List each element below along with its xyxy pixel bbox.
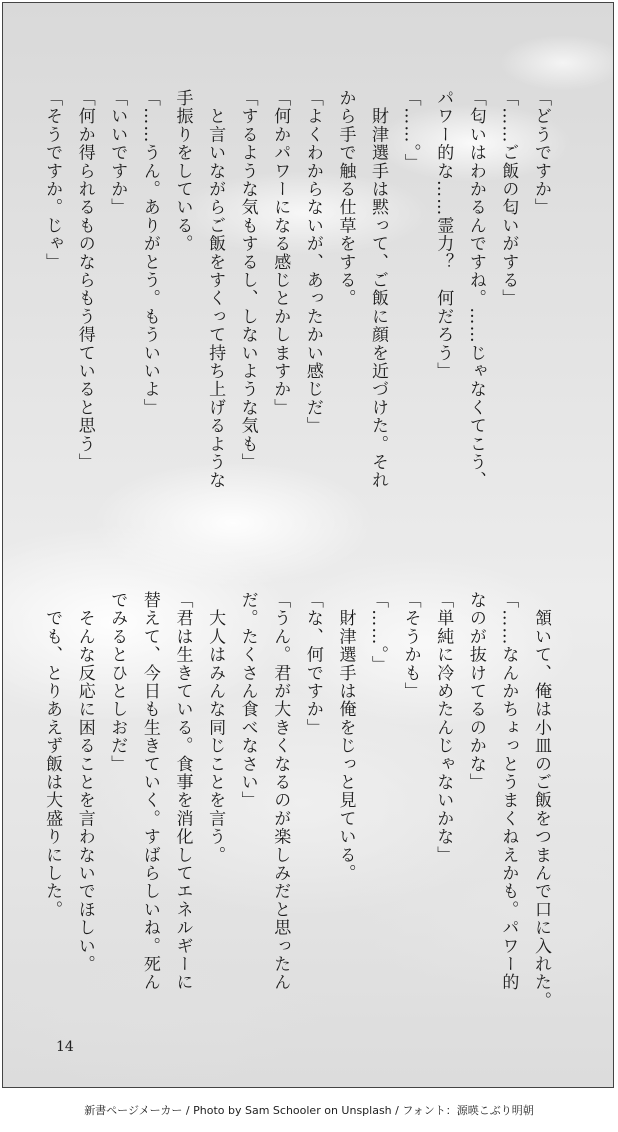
text-line: 「何かパワーになる感じとかしますか」 xyxy=(270,89,291,417)
lower-text-block xyxy=(36,591,558,1011)
text-line: 「うん。君が大きくなるのが楽しみだと思ったん xyxy=(270,591,291,992)
text-line: 「……。」 xyxy=(368,591,389,674)
text-line: 財津選手は黙って、ご飯に顔を近づけた。それ xyxy=(368,89,389,490)
text-line: そんな反応に困ることを言わないでほしい。 xyxy=(74,591,95,974)
text-line: 「な、何ですか」 xyxy=(302,591,323,737)
text-line: 替えて、今日も生きていく。すばらしいね。死ん xyxy=(139,591,160,992)
page-frame xyxy=(2,2,614,1088)
page-number: 14 xyxy=(56,1039,74,1055)
text-line: 「そうですか。じゃ」 xyxy=(42,89,63,271)
upper-text-block xyxy=(36,89,558,519)
text-line: 「どうですか」 xyxy=(531,89,551,217)
text-line: 「何か得られるものならもう得ていると思う」 xyxy=(74,89,95,472)
text-line: なのが抜けてるのかな」 xyxy=(465,591,486,792)
text-line: 「……ご飯の匂いがする」 xyxy=(498,89,519,308)
text-line: パワー的な……霊力？ 何だろう」 xyxy=(433,89,454,381)
text-line: でみるとひとしおだ」 xyxy=(107,591,128,773)
text-line: 「よくわからないが、あったかい感じだ」 xyxy=(302,89,323,435)
text-line: 「いいですか」 xyxy=(107,89,128,217)
text-line: でも、とりあえず飯は大盛りにした。 xyxy=(42,591,63,919)
text-line: 「するような気もするし、しないような気も」 xyxy=(237,89,258,472)
text-line: 「……なんかちょっとうまくねえかも。パワー的 xyxy=(498,591,519,992)
text-line: 「……。」 xyxy=(400,89,421,172)
text-line: 頷いて、俺は小皿のご飯をつまんで口に入れた。 xyxy=(531,591,551,1010)
text-line: 「単純に冷めたんじゃないかな」 xyxy=(433,591,454,864)
text-line: 手振りをしている。 xyxy=(172,89,193,253)
text-line: 「……うん。ありがとう。もういいよ」 xyxy=(139,89,160,417)
text-line: から手で触る仕草をする。 xyxy=(335,89,356,308)
text-line: 財津選手は俺をじっと見ている。 xyxy=(335,591,356,883)
text-line: 「君は生きている。食事を消化してエネルギーに xyxy=(172,591,193,992)
credit-line: 新書ページメーカー / Photo by Sam Schooler on Unsplash / フォント：源暎こぶり明朝 xyxy=(84,1104,534,1117)
text-line: 「匂いはわかるんですね。……じゃなくてこう、 xyxy=(465,89,486,490)
text-line: だ。たくさん食べなさい」 xyxy=(237,591,258,810)
text-line: 「そうかも」 xyxy=(400,591,421,701)
text-line: 大人はみんな同じことを言う。 xyxy=(205,591,226,864)
text-line: と言いながらご飯をすくって持ち上げるような xyxy=(205,89,226,490)
